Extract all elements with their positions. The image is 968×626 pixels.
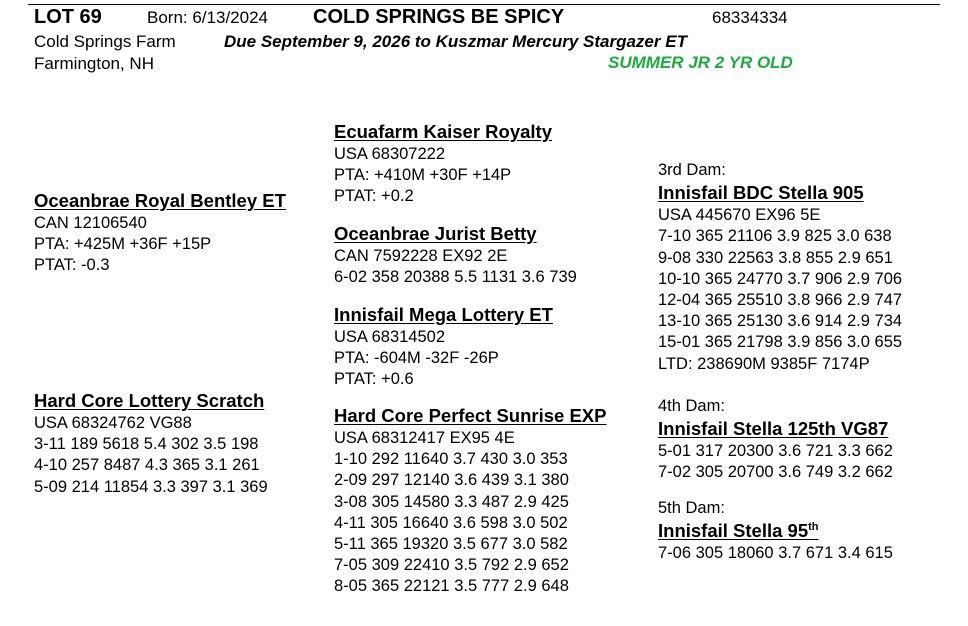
third-dam-record: 7-10 365 21106 3.9 825 3.0 638 (658, 227, 892, 246)
sire-reg: CAN 12106540 (34, 214, 147, 232)
dam-sire-pta: PTA: -604M -32F -26P (334, 349, 499, 368)
sire-dam-reg: CAN 7592228 EX92 2E (334, 247, 508, 265)
fourth-dam-label: 4th Dam: (658, 397, 725, 415)
third-dam-record: 10-10 365 24770 3.7 906 2.9 706 (658, 269, 903, 288)
third-dam-reg: USA 445670 EX96 5E (658, 206, 821, 225)
granddam-name: Hard Core Perfect Sunrise EXP (334, 405, 607, 426)
born-date: Born: 6/13/2024 (147, 8, 268, 27)
fifth-dam-name-suffix: th (808, 521, 819, 534)
dam-record: 5-09 214 11854 3.3 397 3.1 369 (34, 477, 268, 496)
due-date: Due September 9, 2026 to Kuszmar Mercury Stargazer ET (224, 32, 687, 51)
registration-number: 68334334 (712, 8, 788, 27)
sire-sire-reg: USA 68307222 (334, 145, 446, 163)
dam-name: Hard Core Lottery Scratch (34, 390, 265, 411)
top-rule (28, 4, 940, 5)
granddam-record: 1-10 292 11640 3.7 430 3.0 353 (334, 450, 568, 469)
dam-sire-name: Innisfail Mega Lottery ET (334, 304, 553, 325)
granddam-record: 3-08 305 14580 3.3 487 2.9 425 (334, 492, 569, 511)
dam-record: 4-10 257 8487 4.3 365 3.1 261 (34, 456, 260, 475)
fifth-dam-record: 7-06 305 18060 3.7 671 3.4 615 (658, 544, 893, 563)
dam-sire-reg: USA 68314502 (334, 328, 446, 346)
dam-sire-ptat: PTAT: +0.6 (334, 370, 414, 389)
third-dam-name: Innisfail BDC Stella 905 (658, 182, 864, 204)
sire-sire-name: Ecuafarm Kaiser Royalty (334, 121, 552, 142)
dam-sire-block (334, 303, 553, 391)
sire-sire-ptat: PTAT: +0.2 (334, 187, 414, 206)
granddam-reg: USA 68312417 EX95 4E (334, 429, 515, 447)
third-dam-record: 13-10 365 25130 3.6 914 2.9 734 (658, 312, 903, 331)
sire-sire-pta: PTA: +410M +30F +14P (334, 166, 512, 185)
sire-dam-block (334, 222, 577, 288)
fourth-dam-record: 5-01 317 20300 3.6 721 3.3 662 (658, 442, 893, 461)
third-dam-lifetime: LTD: 238690M 9385F 7174P (658, 354, 870, 373)
sire-dam-name: Oceanbrae Jurist Betty (334, 223, 537, 244)
fourth-dam-block (658, 396, 893, 484)
fourth-dam-name: Innisfail Stella 125th VG87 (658, 418, 889, 440)
third-dam-label: 3rd Dam: (658, 161, 726, 179)
animal-name: COLD SPRINGS BE SPICY (313, 6, 565, 28)
granddam-block (334, 404, 606, 598)
farm-location: Farmington, NH (34, 54, 154, 73)
sire-block (34, 189, 286, 277)
fifth-dam-name-text: Innisfail Stella 95 (658, 520, 809, 542)
granddam-record: 8-05 365 22121 3.5 777 2.9 648 (334, 577, 569, 596)
lot-number: LOT 69 (34, 6, 102, 28)
granddam-record: 4-11 305 16640 3.6 598 3.0 502 (334, 513, 568, 532)
third-dam-record: 15-01 365 21798 3.9 856 3.0 655 (658, 333, 903, 352)
fifth-dam-label: 5th Dam: (658, 499, 725, 517)
third-dam-record: 9-08 330 22563 3.8 855 2.9 651 (658, 248, 893, 267)
granddam-record: 5-11 365 19320 3.5 677 3.0 582 (334, 535, 568, 554)
fourth-dam-record: 7-02 305 20700 3.6 749 3.2 662 (658, 463, 893, 482)
sire-dam-record: 6-02 358 20388 5.5 1131 3.6 739 (334, 268, 577, 287)
dam-record: 3-11 189 5618 5.4 302 3.5 198 (34, 435, 259, 454)
sire-pta: PTA: +425M +36F +15P (34, 235, 212, 254)
farm-name: Cold Springs Farm (34, 32, 176, 51)
sire-sire-block (334, 120, 552, 208)
sire-name: Oceanbrae Royal Bentley ET (34, 190, 286, 211)
sire-ptat: PTAT: -0.3 (34, 256, 110, 275)
fifth-dam-block (658, 498, 893, 564)
granddam-record: 7-05 309 22410 3.5 792 2.9 652 (334, 556, 569, 575)
third-dam-record: 12-04 365 25510 3.8 966 2.9 747 (658, 291, 903, 310)
dam-reg: USA 68324762 VG88 (34, 414, 192, 432)
granddam-record: 2-09 297 12140 3.6 439 3.1 380 (334, 471, 569, 490)
show-class: SUMMER JR 2 YR OLD (608, 53, 793, 72)
third-dam-block (658, 160, 902, 375)
dam-block (34, 389, 268, 498)
fifth-dam-name (658, 519, 893, 543)
